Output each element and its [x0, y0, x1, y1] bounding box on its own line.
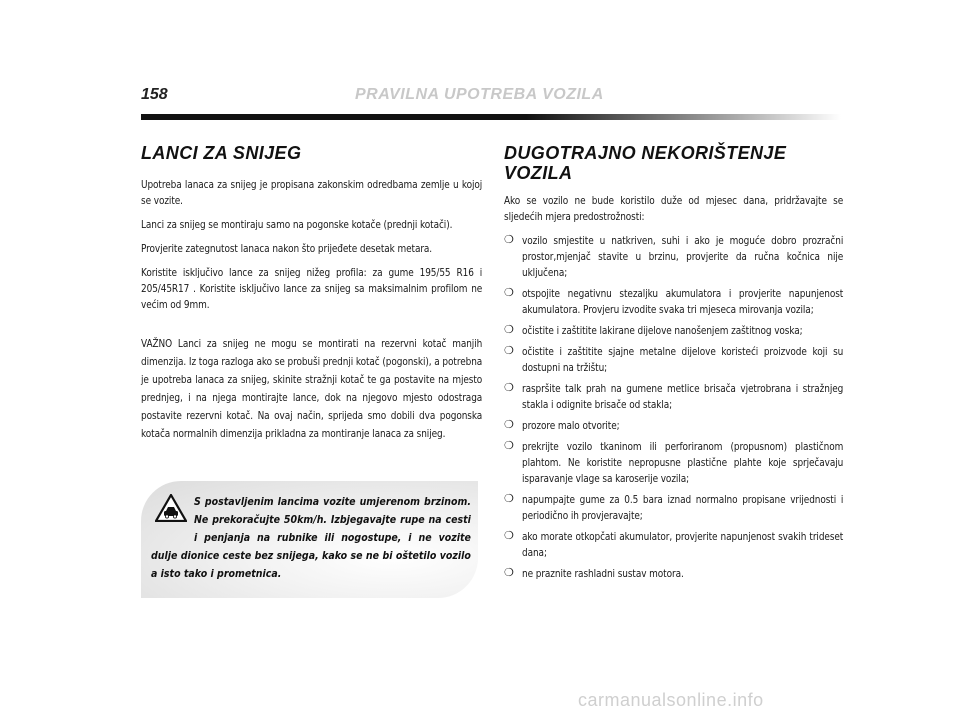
list-item: ❍ napumpajte gume za 0.5 bara iznad normalno propisane vrijednosti i periodično ih provjeravajte; — [504, 493, 844, 522]
header-rule — [141, 114, 841, 120]
page-number: 158 — [141, 86, 168, 103]
list-item: ❍ ako morate otkopčati akumulator, provjerite napunjenost svakih trideset dana; — [504, 530, 844, 559]
circle-bullet-icon: ❍ — [504, 345, 514, 357]
list-item: ❍ očistite i zaštitite lakirane dijelove nanošenjem zaštitnog voska; — [504, 324, 803, 337]
right-column — [504, 143, 844, 587]
circle-bullet-icon: ❍ — [504, 287, 514, 299]
list-item: ❍ otspojite negativnu stezaljku akumulatora i provjerite napunjenost akumulatora. Provjeru izvodite svaka tri mjeseca mirovanja vozila; — [504, 287, 844, 316]
list-item: ❍ prekrijte vozilo tkaninom ili perforiranom (propusnom) plastičnom plahtom. Ne koristite nepropusne plastične plahte koje sprječavaju isparavanje vlage sa karoserije vozila; — [504, 440, 844, 485]
paragraph: Upotreba lanaca za snijeg je propisana zakonskim odredbama zemlje u kojoj se vozite. — [141, 179, 483, 207]
paragraph: Lanci za snijeg se montiraju samo na pogonske kotače (prednji kotači). — [141, 219, 453, 231]
list-item: ❍ raspršite talk prah na gumene metlice brisača vjetrobrana i stražnjeg stakla i odignite brisače od stakla; — [504, 382, 844, 411]
circle-bullet-icon: ❍ — [504, 234, 514, 246]
intro-paragraph: Ako se vozilo ne bude koristilo duže od mjesec dana, pridržavajte se sljedećih mjera predostrožnosti: — [504, 195, 844, 223]
running-title: PRAVILNA UPOTREBA VOZILA — [355, 86, 604, 103]
paragraph: Koristite isključivo lance za snijeg nižeg profila: za gume 195/55 R16 i 205/45R17 . Koristite isključivo lance za snijeg sa maksimalnim profilom ne većim od 9mm. — [141, 267, 483, 311]
circle-bullet-icon: ❍ — [504, 440, 514, 452]
list-item: ❍ ne praznite rashladni sustav motora. — [504, 567, 684, 580]
circle-bullet-icon: ❍ — [504, 493, 514, 505]
circle-bullet-icon: ❍ — [504, 324, 514, 336]
warning-box — [141, 481, 478, 598]
watermark: carmanualsonline.info — [578, 690, 764, 710]
section-title-long-storage: DUGOTRAJNO NEKORIŠTENJE VOZILA — [504, 143, 787, 183]
list-item: ❍ vozilo smjestite u natkriven, suhi i ako je moguće dobro prozračni prostor,mjenjač stavite u brzinu, provjerite da ručna kočnica nije uključena; — [504, 234, 844, 279]
circle-bullet-icon: ❍ — [504, 567, 514, 579]
circle-bullet-icon: ❍ — [504, 419, 514, 431]
circle-bullet-icon: ❍ — [504, 530, 514, 542]
warning-text: S postavljenim lancima vozite umjerenom brzinom. Ne prekoračujte 50km/h. Izbjegavajte rupe na cesti i penjanja na rubnike ili nogostupe, i ne vozite dulje dionice ceste bez snijega, kako se ne bi oštetilo vozilo a isto tako i prometnica. — [151, 495, 471, 580]
precaution-list — [504, 233, 844, 582]
list-item: ❍ prozore malo otvorite; — [504, 419, 620, 432]
left-column — [141, 143, 483, 451]
circle-bullet-icon: ❍ — [504, 382, 514, 394]
paragraph: Provjerite zategnutost lanaca nakon što prijeđete desetak metara. — [141, 243, 433, 255]
section-title-snow-chains: LANCI ZA SNIJEG — [141, 143, 302, 163]
list-item: ❍ očistite i zaštitite sjajne metalne dijelove koristeći proizvode koji su dostupni na tržištu; — [504, 345, 844, 374]
important-note: VAŽNO Lanci za snijeg ne mogu se montirati na rezervni kotač manjih dimenzija. Iz toga razloga ako se probuši prednji kotač (pogonski), a potrebna je upotreba lanaca za snijeg, skinite stražnji kotač te ga postavite na mjesto prednjeg, i na njega montirajte lance, dok na njegovo mjesto odostraga postavite rezervni kotač. Na ovaj način, sprijeda smo dobili dva pogonska kotača normalnih dimenzija prikladna za montiranje lanaca za snijeg. — [141, 338, 483, 440]
